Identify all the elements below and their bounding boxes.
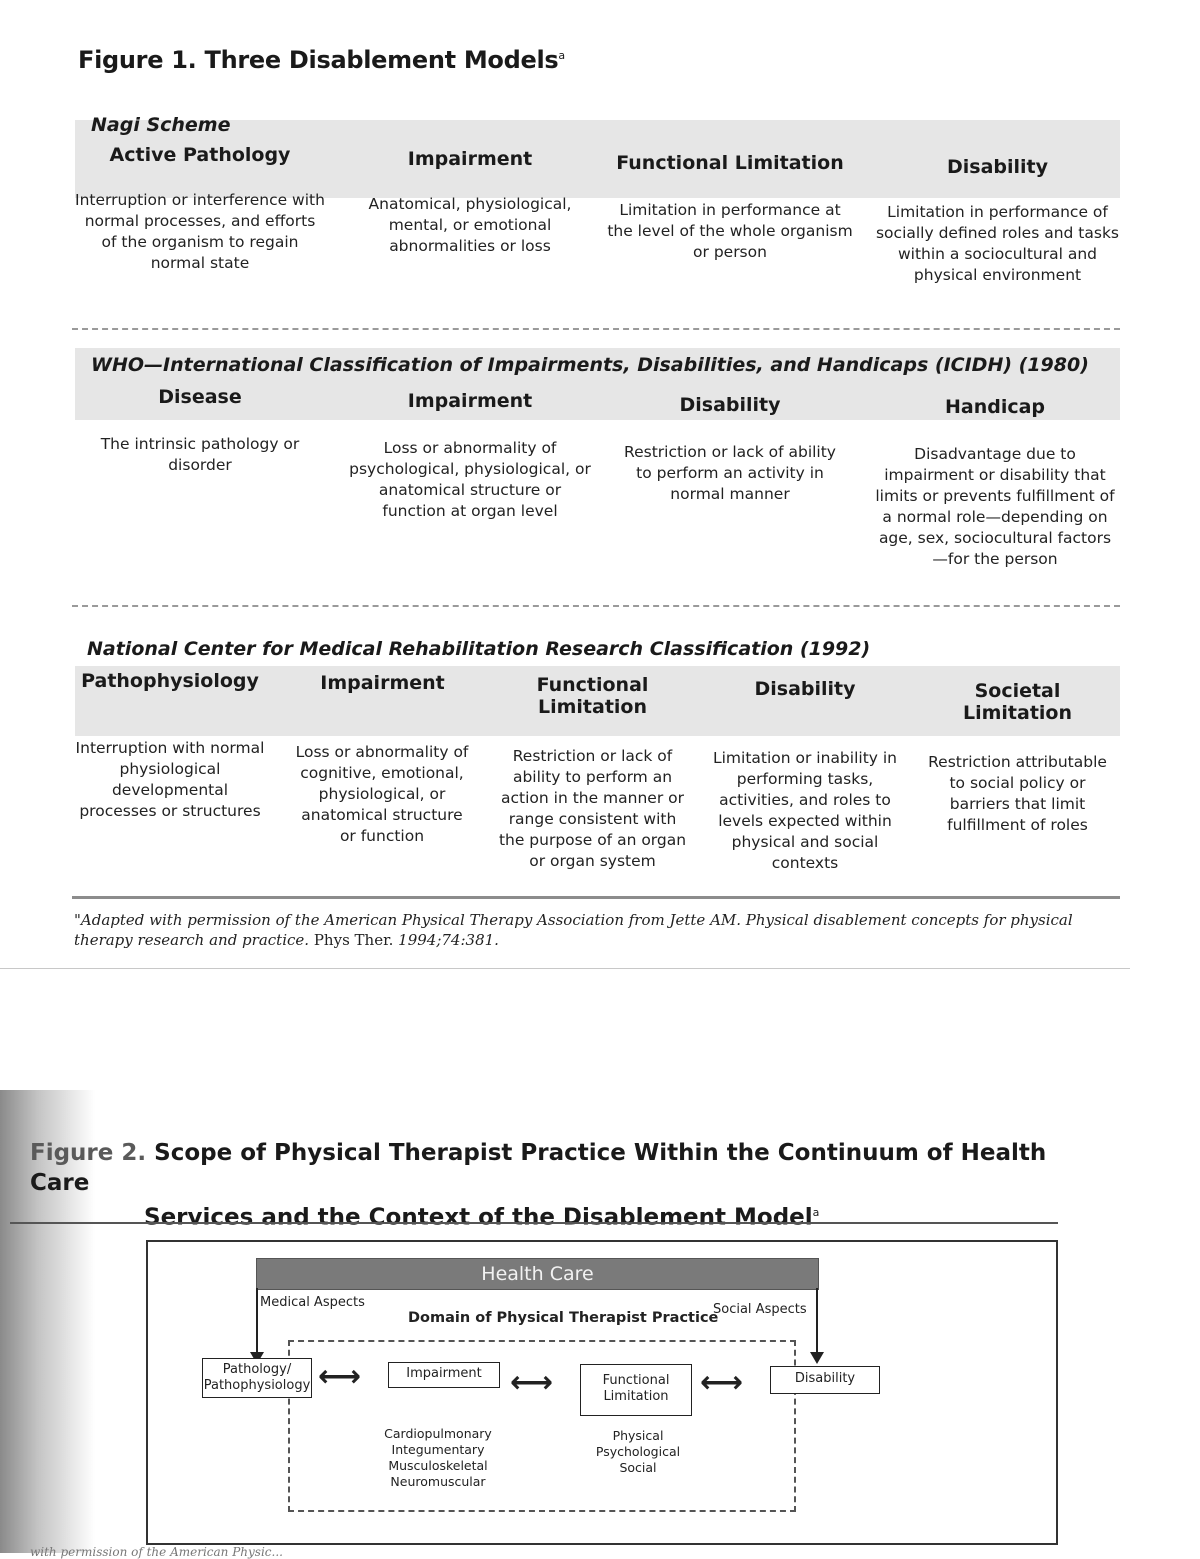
medical-aspects-label: Medical Aspects (260, 1295, 365, 1310)
column-description: Limitation or inability in performing tasks, activities, and roles to levels expected within physical and social contexts (712, 749, 898, 872)
limitation-domains-list (578, 1428, 698, 1476)
list-item: Physical (612, 1428, 664, 1443)
list-item: Cardiopulmonary (384, 1426, 492, 1441)
column-heading: Functional Limitation (616, 152, 844, 174)
column-description: Restriction or lack of ability to perform an activity in normal manner (624, 443, 836, 503)
footnote-citation: 1994;74:381. (398, 931, 499, 949)
column-heading: Disability (946, 156, 1049, 178)
bidirectional-arrow: ⟷ (318, 1359, 362, 1394)
column-heading: Impairment (320, 672, 445, 694)
figure-2-title-line2: Services and the Context of the Disablement Model (144, 1204, 813, 1231)
figure-2-title (30, 1138, 1090, 1233)
who-icidh-section (75, 346, 1120, 586)
model-name: National Center for Medical Rehabilitation Research Classification (1992) (87, 638, 871, 660)
medical-arrow-line (256, 1288, 258, 1356)
column-heading: Impairment (407, 390, 533, 412)
column-heading: Societal Limitation (962, 680, 1072, 724)
column-description: Disadvantage due to impairment or disability that limits or prevents fulfillment of a normal role—depending on age, sex, sociocultural factors—for the person (875, 445, 1115, 568)
column-heading: Disease (158, 386, 242, 408)
social-arrow-line (816, 1288, 818, 1356)
column-heading: Disability (679, 394, 781, 416)
column-description: Interruption with normal physiological developmental processes or structures (75, 739, 265, 820)
section-divider (72, 605, 1120, 607)
section-divider (72, 896, 1120, 899)
social-aspects-label: Social Aspects (713, 1302, 807, 1317)
column-description: Anatomical, physiological, mental, or emotional abnormalities or loss (368, 195, 572, 255)
cropped-footnote: with permission of the American Physic... (30, 1545, 283, 1559)
list-item: Psychological (595, 1444, 681, 1459)
list-item: Neuromuscular (390, 1474, 486, 1489)
column-description: The intrinsic pathology or disorder (100, 435, 300, 474)
disablement-diagram (146, 1240, 1058, 1545)
column-description: Limitation in performance of socially defined roles and tasks within a sociocultural and physical environment (875, 203, 1119, 284)
column-description: Restriction or lack of ability to perform an action in the manner or range consistent with the purpose of an organ or organ system (498, 747, 687, 870)
column-heading: Handicap (944, 396, 1046, 418)
column-heading: Functional Limitation (536, 674, 649, 718)
domain-label: Domain of Physical Therapist Practice (408, 1310, 719, 1326)
figure-1-title (78, 46, 565, 74)
footnote-marker: a (812, 1206, 820, 1219)
list-item: Musculoskeletal (388, 1458, 488, 1473)
figure-2-label: Figure 2. (30, 1140, 147, 1166)
section-divider (72, 328, 1120, 330)
ncmrr-section (75, 630, 1120, 890)
figure-2-title-line1: Scope of Physical Therapist Practice Within the Continuum of Health Care (30, 1140, 1047, 1196)
health-care-bar: Health Care (256, 1258, 819, 1290)
figure-1-title-text: Figure 1. Three Disablement Models (78, 46, 559, 74)
model-name: WHO—International Classification of Impairments, Disabilities, and Handicaps (ICIDH) (1980) (91, 354, 1089, 376)
node-impairment: Impairment (388, 1362, 500, 1388)
column-heading: Disability (754, 678, 856, 700)
node-pathology: Pathology/ Pathophysiology (202, 1358, 312, 1398)
page-break-line (0, 968, 1130, 969)
column-heading: Pathophysiology (81, 670, 259, 692)
column-description: Restriction attributable to social policy or barriers that limit fulfillment of roles (928, 753, 1107, 834)
bidirectional-arrow: ⟷ (700, 1365, 744, 1400)
model-name: Nagi Scheme (91, 114, 231, 136)
figure-2-rule (10, 1222, 1058, 1224)
node-functional-limitation: Functional Limitation (580, 1364, 692, 1416)
footnote-marker: a (558, 49, 565, 62)
list-item: Integumentary (391, 1442, 485, 1457)
nagi-scheme-section (75, 110, 1120, 320)
footnote-text: "Adapted with permission of the American Physical Therapy Association from Jette AM. Physical disablement concepts for physical therapy research and practice. (74, 911, 1073, 949)
bidirectional-arrow: ⟷ (510, 1365, 554, 1400)
column-heading: Active Pathology (109, 144, 291, 166)
impairment-systems-list (373, 1426, 503, 1490)
figure-1-footnote (74, 910, 1104, 950)
column-description: Limitation in performance at the level of the whole organism or person (607, 201, 853, 261)
column-description: Loss or abnormality of psychological, physiological, or anatomical structure or function at organ level (349, 439, 591, 520)
list-item: Social (619, 1460, 657, 1475)
arrow-head (810, 1352, 824, 1364)
column-heading: Impairment (407, 148, 533, 170)
footnote-journal: Phys Ther. (313, 931, 394, 949)
column-description: Interruption or interference with normal processes, and efforts of the organism to regain normal state (75, 191, 325, 272)
node-disability: Disability (770, 1366, 880, 1394)
column-description: Loss or abnormality of cognitive, emotional, physiological, or anatomical structure or function (295, 743, 469, 845)
